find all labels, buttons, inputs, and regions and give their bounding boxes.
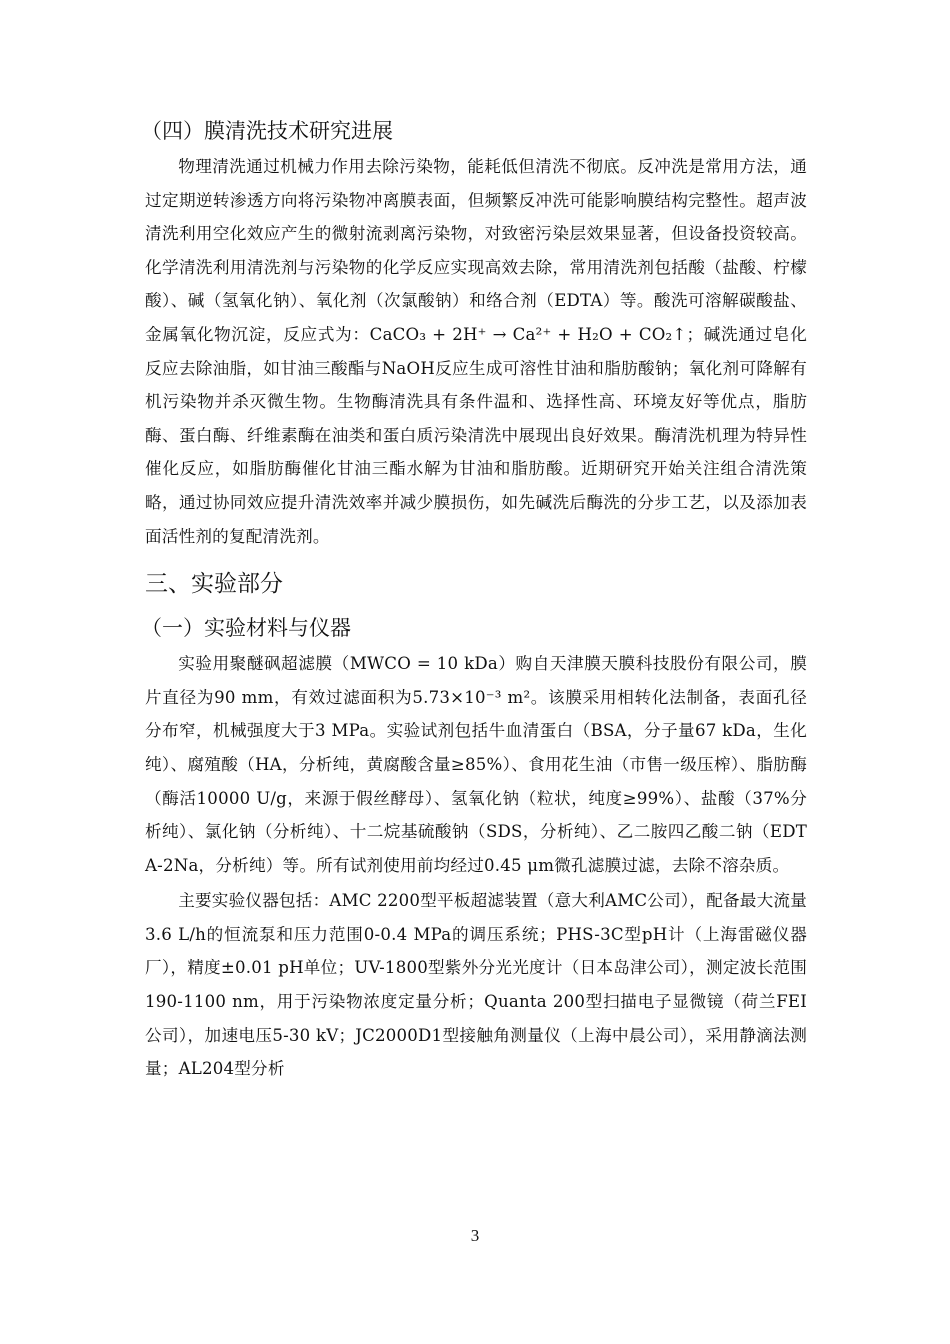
paragraph-membrane-cleaning: 物理清洗通过机械力作用去除污染物，能耗低但清洗不彻底。反冲洗是常用方法，通过定期逆转渗透方向将污染物冲离膜表面，但频繁反冲洗可能影响膜结构完整性。超声波清洗利用空化效应产生的微射流剥离污染物，对致密污染层效果显著，但设备投资较高。化学清洗利用清洗剂与污染物的化学反应实现高效去除，常用清洗剂包括酸（盐酸、柠檬酸）、碱（氢氧化钠）、氧化剂（次氯酸钠）和络合剂（EDTA）等。酸洗可溶解碳酸盐、金属氧化物沉淀，反应式为：CaCO₃ + 2H⁺ → Ca²⁺ + H₂O + CO₂↑；碱洗通过皂化反应去除油脂，如甘油三酸酯与NaOH反应生成可溶性甘油和脂肪酸钠；氧化剂可降解有机污染物并杀灭微生物。生物酶清洗具有条件温和、选择性高、环境友好等优点，脂肪酶、蛋白酶、纤维素酶在油类和蛋白质污染清洗中展现出良好效果。酶清洗机理为特异性催化反应，如脂肪酶催化甘油三酯水解为甘油和脂肪酸。近期研究开始关注组合清洗策略，通过协同效应提升清洗效率并减少膜损伤，如先碱洗后酶洗的分步工艺，以及添加表面活性剂的复配清洗剂。 — [145, 157, 807, 546]
chapter-heading-experiment: 三、实验部分 — [145, 571, 283, 598]
paragraph-materials: 实验用聚醚砜超滤膜（MWCO = 10 kDa）购自天津膜天膜科技股份有限公司，膜片直径为90 mm，有效过滤面积为5.73×10⁻³ m²。该膜采用相转化法制备，表面孔径分布窄，机械强度大于3 MPa。实验试剂包括牛血清蛋白（BSA，分子量67 kDa，生化纯）、腐殖酸（HA，分析纯，黄腐酸含量≥85%）、食用花生油（市售一级压榨）、脂肪酶（酶活10000 U/g，来源于假丝酵母）、氢氧化钠（粒状，纯度≥99%）、盐酸（37%分析纯）、氯化钠（分析纯）、十二烷基硫酸钠（SDS，分析纯）、乙二胺四乙酸二钠（EDTA-2Na，分析纯）等。所有试剂使用前均经过0.45 μm微孔滤膜过滤，去除不溶杂质。 — [145, 654, 807, 875]
paragraph-instruments: 主要实验仪器包括：AMC 2200型平板超滤装置（意大利AMC公司），配备最大流量3.6 L/h的恒流泵和压力范围0-0.4 MPa的调压系统；PHS-3C型pH计（上海雷磁仪器厂），精度±0.01 pH单位；UV-1800型紫外分光光度计（日本岛津公司），测定波长范围190-1100 nm，用于污染物浓度定量分析；Quanta 200型扫描电子显微镜（荷兰FEI公司），加速电压5-30 kV；JC2000D1型接触角测量仪（上海中晨公司），采用静滴法测量；AL204型分析 — [145, 891, 807, 1079]
section-heading-membrane-cleaning: （四）膜清洗技术研究进展 — [141, 119, 393, 143]
section-heading-materials: （一）实验材料与仪器 — [141, 616, 351, 641]
page-number: 3 — [470, 1226, 480, 1245]
page-content — [141, 116, 807, 1086]
